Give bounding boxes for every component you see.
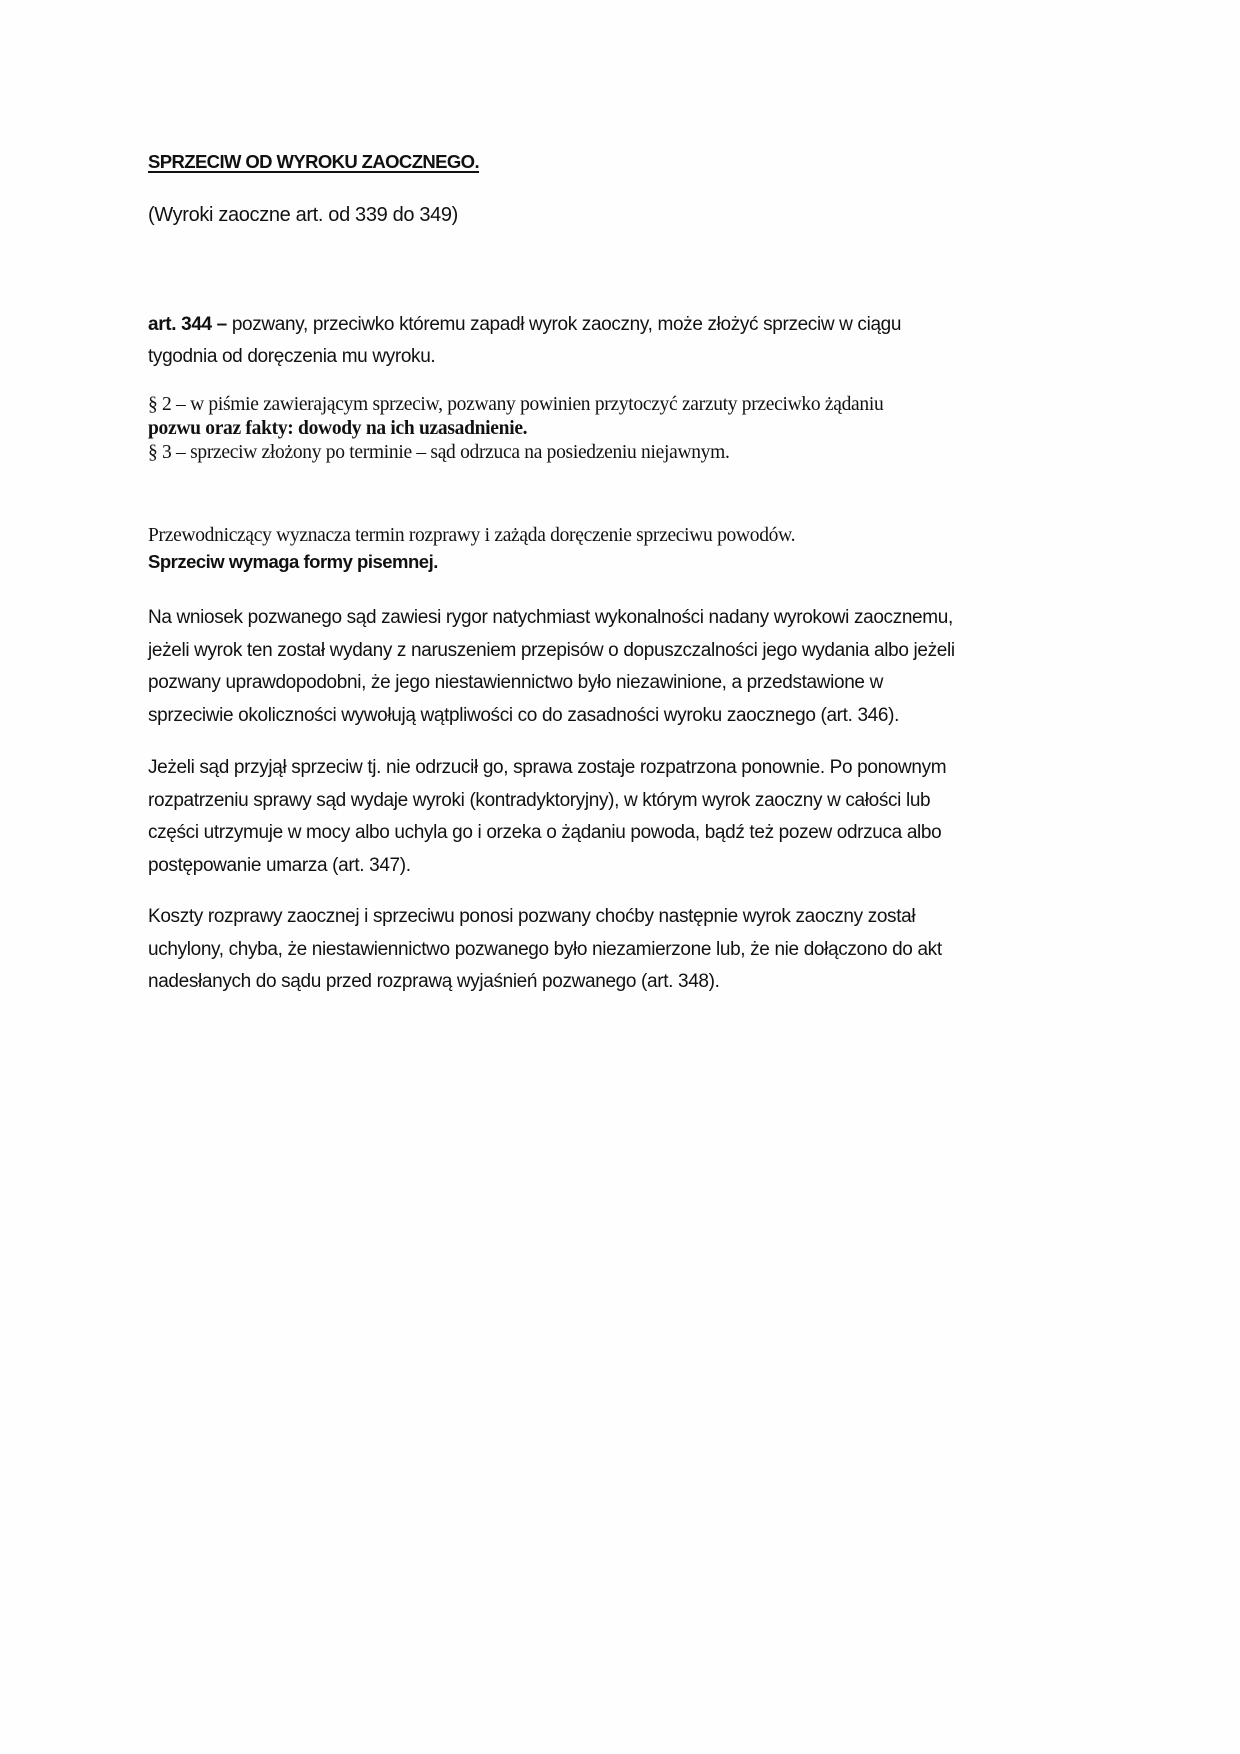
- body-line: pozwany uprawdopodobni, że jego niestawiennictwo było niezawinione, a przedstawione w: [148, 672, 883, 693]
- presiding-line: Przewodniczący wyznacza termin rozprawy i zażąda doręczenie sprzeciwu powodów.: [148, 525, 796, 546]
- body-line: Na wniosek pozwanego sąd zawiesi rygor natychmiast wykonalności nadany wyrokowi zaocznemu,: [148, 607, 953, 628]
- article-344-text: pozwany, przeciwko któremu zapadł wyrok zaoczny, może złożyć sprzeciw w ciągu: [226, 314, 902, 335]
- legal-paragraphs: [148, 393, 1078, 465]
- body-line: rozpatrzeniu sprawy sąd wydaje wyroki (kontradyktoryjny), w którym wyrok zaoczny w całości lub: [148, 789, 931, 811]
- body-paragraph-art-347: [148, 752, 1078, 882]
- paragraph-2-line-2: pozwu oraz fakty: dowody na ich uzasadnienie.: [148, 418, 528, 439]
- body-line: nadesłanych do sądu przed rozprawą wyjaśnień pozwanego (art. 348).: [148, 971, 720, 992]
- document-subtitle: (Wyroki zaoczne art. od 339 do 349): [148, 204, 458, 226]
- body-line: Jeżeli sąd przyjął sprzeciw tj. nie odrzucił go, sprawa zostaje rozpatrzona ponownie. Po ponownym: [148, 757, 947, 778]
- body-line: jeżeli wyrok ten został wydany z naruszeniem przepisów o dopuszczalności jego wydania albo jeżeli: [148, 639, 955, 661]
- body-line: części utrzymuje w mocy albo uchyla go i orzeka o żądaniu powoda, bądź też pozew odrzuca albo: [148, 822, 942, 843]
- article-344-lead: art. 344 –: [148, 314, 227, 335]
- article-344-line-2: tygodnia od doręczenia mu wyroku.: [148, 346, 436, 367]
- body-line: postępowanie umarza (art. 347).: [148, 854, 411, 876]
- paragraph-3-line-1: § 3 – sprzeciw złożony po terminie – sąd odrzuca na posiedzeniu niejawnym.: [148, 442, 730, 463]
- body-paragraph-art-348: [148, 901, 1078, 999]
- paragraph-2-line-1: § 2 – w piśmie zawierającym sprzeciw, pozwany powinien przytoczyć zarzuty przeciwko żądaniu: [148, 394, 884, 415]
- article-344-paragraph: [148, 309, 1078, 373]
- presiding-judge-paragraph: [148, 524, 1078, 574]
- body-line: sprzeciwie okoliczności wywołują wątpliwości co do zasadności wyroku zaocznego (art. 346).: [148, 704, 900, 726]
- body-line: uchylony, chyba, że niestawiennictwo pozwanego było niezamierzone lub, że nie dołączono do akt: [148, 938, 942, 960]
- article-344-line-1: [148, 309, 1078, 341]
- written-form-note: Sprzeciw wymaga formy pisemnej.: [148, 551, 438, 572]
- body-line: Koszty rozprawy zaocznej i sprzeciwu ponosi pozwany choćby następnie wyrok zaoczny został: [148, 906, 916, 927]
- document-title: SPRZECIW OD WYROKU ZAOCZNEGO.: [148, 151, 480, 172]
- body-paragraph-art-346: [148, 602, 1078, 732]
